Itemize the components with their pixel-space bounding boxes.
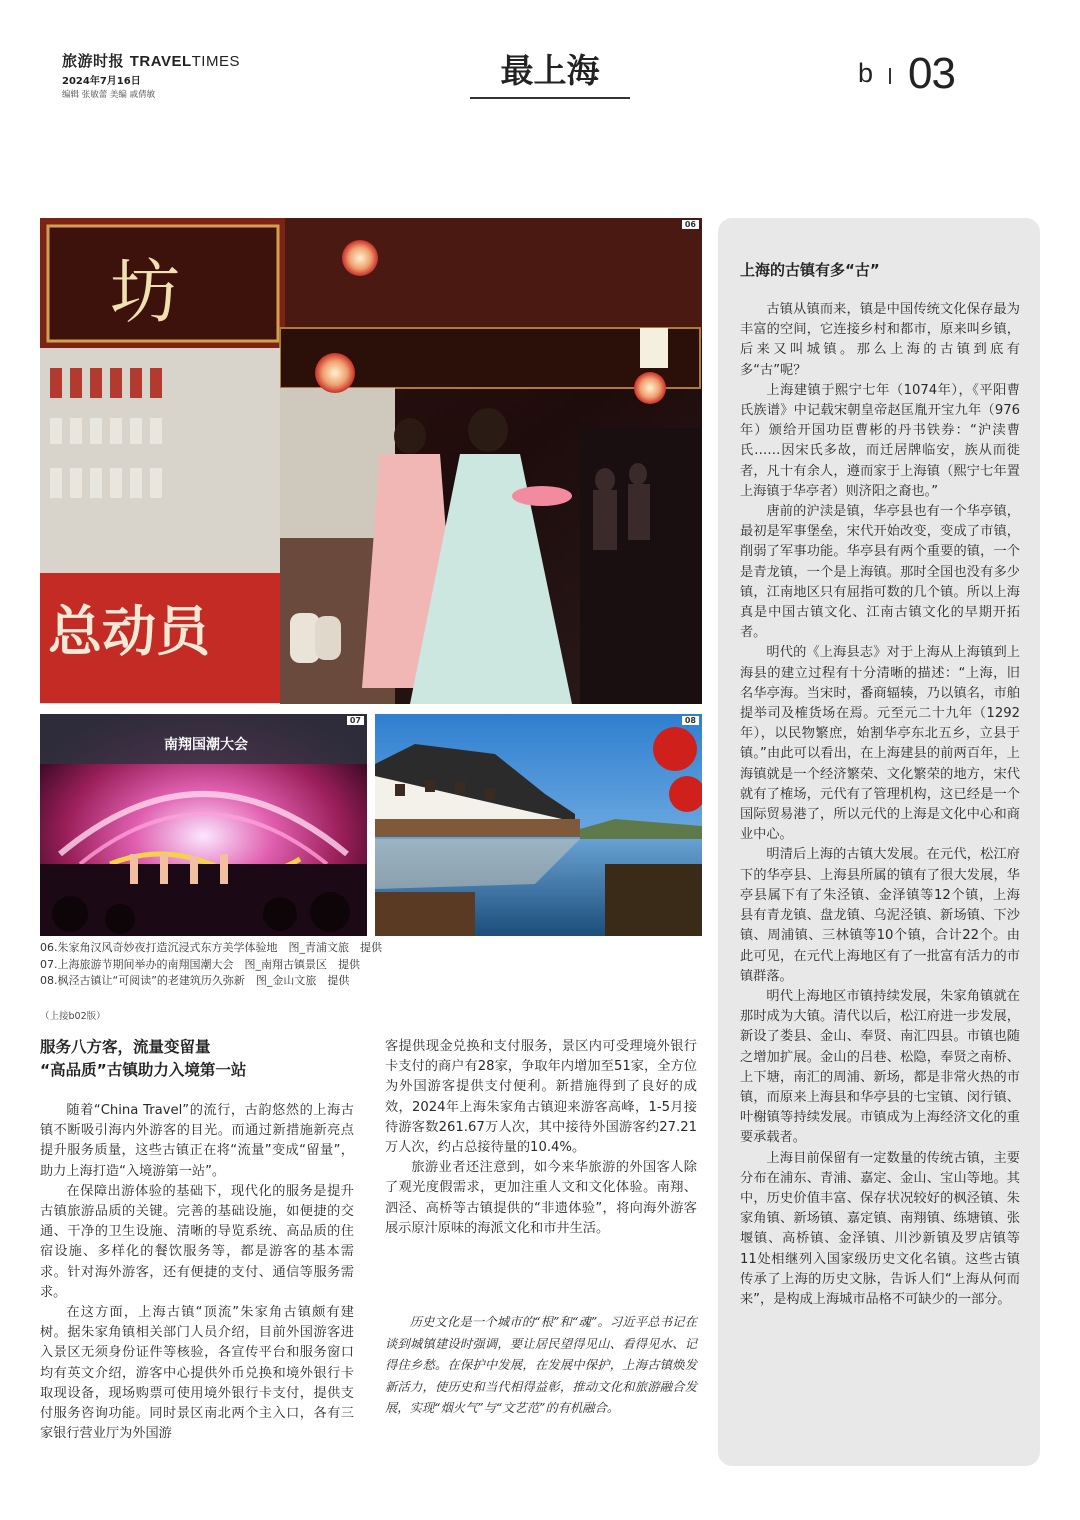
caption-07: 07.上海旅游节期间举办的南翔国潮大会 图_南翔古镇景区 提供 [40, 957, 360, 971]
editor-credits: 编辑 张敏蕾 美编 戚倩敏 [62, 90, 156, 100]
sidebar-paragraph: 唐前的沪渎是镇，华亭县也有一个华亭镇，最初是军事堡垒，宋代开始改变，变成了市镇，削弱了军事功能。华亭县有两个重要的镇，一个是青龙镇，一个是上海镇。那时全国也没有多少镇，江南地区只有屈指可数的几个镇。所以上海真是中国古镇文化、江南古镇文化的早期开拓者。 [740, 504, 1020, 641]
headline-line-2: “高品质”古镇助力入境第一站 [40, 1061, 247, 1079]
sidebar-paragraph: 明清后上海的古镇大发展。在元代，松江府下的华亭县、上海县所属的镇有了很大发展，华亭县属下有了朱泾镇、金泽镇等12个镇，上海县有青龙镇、盘龙镇、乌泥泾镇、新场镇、下沙镇、周浦镇、三林镇等10个镇，合计22个。由此可见，在元代上海地区有了一批富有活力的市镇群落。 [740, 847, 1020, 984]
page-number-divider [889, 68, 891, 84]
brand-cn: 旅游时报 [62, 52, 125, 70]
photo-number: 06 [682, 220, 699, 229]
article-paragraph: 旅游业者还注意到，如今来华旅游的外国客人除了观光度假需求，更加注重人文和文化体验。南翔、泗泾、高桥等古镇提供的“非遗体验”，将向海外游客展示原汁原味的海派文化和市井生活。 [385, 1160, 697, 1236]
caption-06: 06.朱家角汉风奇妙夜打造沉浸式东方美学体验地 图_青浦文旅 提供 [40, 941, 382, 954]
stage-title: 南翔国潮大会 [164, 737, 248, 753]
article-headline [40, 1036, 246, 1082]
sidebar-paragraph: 明代的《上海县志》对于上海从上海镇到上海县的建立过程有十分清晰的描述：“上海，旧名华亭海。当宋时，番商辐辏，乃以镇名，市舶提举司及榷货场在焉。元至元二十九年（1292年），以民物繁庶，始割华亭东北五乡，立县于镇。”由此可以看出，在上海建县的前两百年，上海镇就是一个经济繁荣、文化繁荣的地方，宋代就有了榷场，元代有了管理机构，这已经是一个国际贸易港了，所以元代的上海是文化中心和商业中心。 [740, 645, 1020, 843]
photo-number: 07 [347, 716, 364, 725]
article-paragraph: 在这方面，上海古镇“顶流”朱家角古镇颇有建树。据朱家角镇相关部门人员介绍，目前外国游客进入景区无须身份证件等核验，各宣传平台和服务窗口均有英文介绍，游客中心提供外币兑换和境外银行卡取现设备，现场购票可使用境外银行卡支付，提供支付服务咨询功能。同时景区南北两个主入口，各有三家银行营业厅为外国游 [40, 1305, 354, 1442]
headline-line-1: 服务八方客，流量变留量 [40, 1038, 211, 1056]
article-column-2 [385, 1037, 697, 1239]
sidebar-paragraph: 明代上海地区市镇持续发展，朱家角镇就在那时成为大镇。清代以后，松江府进一步发展，新设了娄县、金山、奉贤、南汇四县。市镇也随之增加扩展。金山的吕巷、松隐，奉贤之南桥、上下塘，南汇的周浦、新场，都是非常火热的市镇，而原来上海县和华亭县的七宝镇、闵行镇、叶榭镇等持续发展。市镇成为上海经济文化的重要承载者。 [740, 988, 1020, 1146]
section-title-underline [470, 97, 630, 99]
continued-from-note: （上接b02版） [40, 1011, 106, 1022]
caption-08: 08.枫泾古镇让“可阅读”的老建筑历久弥新 图_金山文旅 提供 [40, 974, 350, 987]
section-title: 最上海 [500, 51, 600, 90]
sidebar-body [740, 300, 1020, 1310]
page-section-letter: b [858, 58, 874, 88]
photo-captions [40, 940, 710, 990]
quote-text: 历史文化是一个城市的“根”和“魂”。习近平总书记在谈到城镇建设时强调，要让居民望得见山、看得见水、记得住乡愁。在保护中发展，在发展中保护，上海古镇焕发新活力，使历史和当代相得益彰，推动文化和旅游融合发展，实现“烟火气”与“文艺范”的有机融合。 [385, 1315, 697, 1415]
photo-08-fengjing-canal [375, 714, 702, 936]
photo-number: 08 [682, 716, 699, 725]
shop-sign-text: 坊 [110, 251, 180, 333]
sidebar-paragraph: 上海目前保留有一定数量的传统古镇，主要分布在浦东、青浦、嘉定、金山、宝山等地。其中，历史价值丰富、保存状况较好的枫泾镇、朱家角镇、新场镇、嘉定镇、南翔镇、练塘镇、张堰镇、高桥镇、金泽镇、川沙新镇及罗店镇等11处相继列入国家级历史文化名镇。这些古镇传承了上海的历史文脉，告诉人们“上海从何而来”，是构成上海城市品格不可缺少的一部分。 [740, 1150, 1020, 1307]
article-paragraph: 客提供现金兑换和支付服务，景区内可受理境外银行卡支付的商户有28家，争取年内增加至51家，全方位为外国游客提供支付便利。新措施得到了良好的成效，2024年上海朱家角古镇迎来游客高峰，1-5月接待游客数261.67万人次，其中接待外国游客约27.21万人次，约占总接待量的10.4%。 [385, 1039, 697, 1156]
sidebar-title: 上海的古镇有多“古” [740, 261, 880, 279]
article-paragraph: 在保障出游体验的基础下，现代化的服务是提升古镇旅游品质的关键。完善的基础设施，如便捷的交通、干净的卫生设施、清晰的导览系统、高品质的住宿设施、多样化的餐饮服务等，都是游客的基本需求。针对海外游客，还有便捷的支付、通信等服务需求。 [40, 1183, 354, 1300]
page-number: 03 [908, 49, 955, 98]
photo-07-nanxiang-festival [40, 714, 367, 936]
brand-en: TRAVELTIMES [129, 53, 240, 70]
article-column-1 [40, 1101, 354, 1444]
sidebar-paragraph: 古镇从镇而来，镇是中国传统文化保存最为丰富的空间，它连接乡村和都市，原来叫乡镇，后来又叫城镇。那么上海的古镇到底有多“古”呢？ [740, 302, 1020, 378]
article-paragraph: 随着“China Travel”的流行，古韵悠然的上海古镇不断吸引海内外游客的目光。而通过新措施新亮点提升服务质量，这些古镇正在将“流量”变成“留量”，助力上海打造“入境游第一站”。 [40, 1103, 354, 1179]
issue-date: 2024年7月16日 [62, 76, 141, 87]
brand-logo [62, 50, 240, 71]
photo-06-hanfu-night [40, 218, 702, 704]
banner-text: 总动员 [48, 600, 210, 663]
article-pull-quote [385, 1312, 697, 1420]
sidebar-paragraph: 上海建镇于熙宁七年（1074年），《平阳曹氏族谱》中记载宋朝皇帝赵匡胤开宝九年（976年）颁给开国功臣曹彬的丹书铁券：“沪渎曹氏……因宋氏多故，而迁居牌临安，族从而徙者，凡十有余人，遵而家于上海镇（熙宁七年置上海镇于华亭者）则济阳之裔也。” [740, 382, 1020, 499]
